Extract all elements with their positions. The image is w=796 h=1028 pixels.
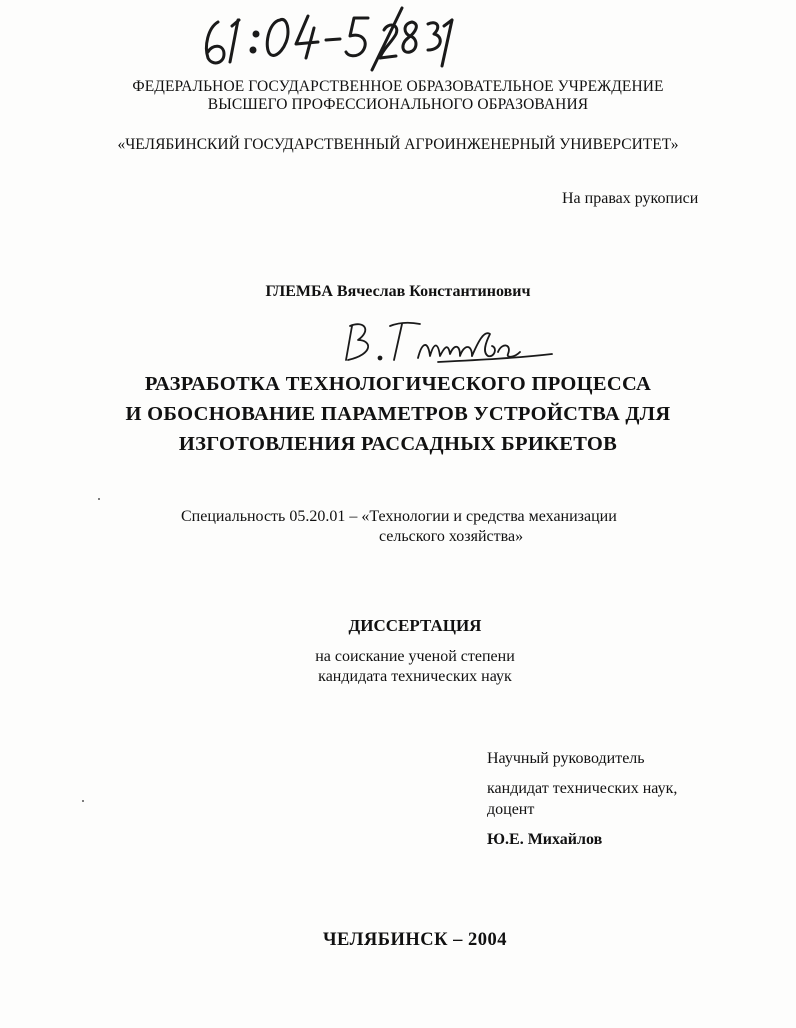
rights-note: На правах рукописи — [562, 190, 699, 207]
title-line-3: ИЗГОТОВЛЕНИЯ РАССАДНЫХ БРИКЕТОВ — [178, 433, 618, 455]
author-name: ГЛЕМБА Вячеслав Константинович — [265, 283, 531, 300]
university-name: «ЧЕЛЯБИНСКИЙ ГОСУДАРСТВЕННЫЙ АГРОИНЖЕНЕРНЫЙ УНИВЕРСИТЕТ» — [117, 136, 679, 153]
document-type: ДИССЕРТАЦИЯ — [348, 616, 482, 635]
org-line-2: ВЫСШЕГО ПРОФЕССИОНАЛЬНОГО ОБРАЗОВАНИЯ — [207, 96, 589, 113]
supervisor-name: Ю.Е. Михайлов — [487, 831, 603, 848]
scan-speck — [82, 800, 84, 802]
title-line-1: РАЗРАБОТКА ТЕХНОЛОГИЧЕСКОГО ПРОЦЕССА — [144, 373, 652, 395]
supervisor-role: Научный руководитель — [487, 750, 645, 767]
specialty-line-2: сельского хозяйства» — [379, 528, 524, 545]
city-year: ЧЕЛЯБИНСК – 2004 — [322, 930, 508, 950]
supervisor-rank: доцент — [487, 801, 535, 818]
title-line-2: И ОБОСНОВАНИЕ ПАРАМЕТРОВ УСТРОЙСТВА ДЛЯ — [125, 403, 671, 425]
degree-line-1: на соискание ученой степени — [315, 648, 515, 665]
author-signature — [338, 312, 558, 368]
specialty-line-1: Специальность 05.20.01 – «Технологии и средства механизации — [181, 508, 617, 525]
archive-number-handwriting — [196, 6, 456, 72]
scan-speck — [98, 498, 100, 500]
supervisor-degree: кандидат технических наук, — [487, 780, 678, 797]
org-line-1: ФЕДЕРАЛЬНОЕ ГОСУДАРСТВЕННОЕ ОБРАЗОВАТЕЛЬНОЕ УЧРЕЖДЕНИЕ — [132, 78, 664, 95]
degree-line-2: кандидата технических наук — [318, 668, 512, 685]
